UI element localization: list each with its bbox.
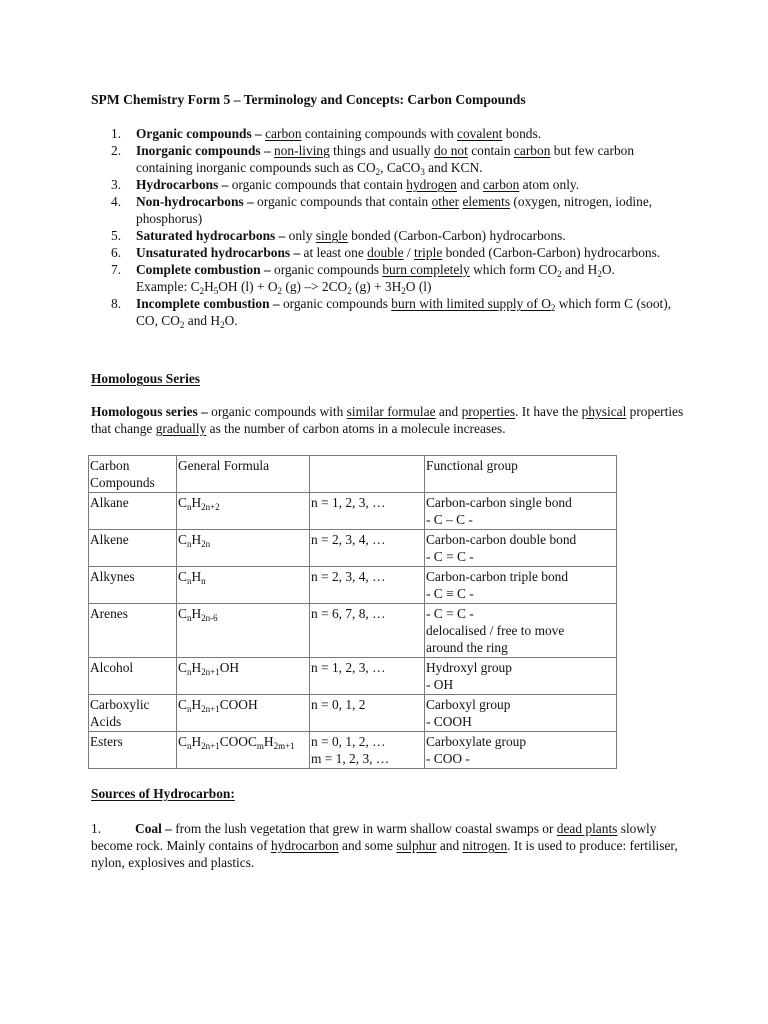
document-title: SPM Chemistry Form 5 – Terminology and Concepts: Carbon Compounds <box>91 92 526 107</box>
general-formula: $C_nH_{2n-6}$ <box>177 604 310 658</box>
functional-group: Carboxyl group - COOH <box>425 695 617 732</box>
definitions-list <box>91 125 691 329</box>
functional-group: Carbon-carbon single bond - C – C - <box>425 493 617 530</box>
list-item: 1. Organic compounds – carbon containing compounds with covalent bonds. <box>111 126 542 141</box>
list-item: 4. Non-hydrocarbons – organic compounds that contain other elements (oxygen, nitrogen, iodine, phosphorus) <box>111 194 653 226</box>
sources-paragraph: 1. Coal – from the lush vegetation that grew in warm shallow coastal swamps or dead plants slowly become rock. Mainly contains of hydrocarbon and some sulphur and nitrogen. It is used to produce: fertiliser, nylon, explosives and plastics. <box>91 821 678 870</box>
sources-heading: Sources of Hydrocarbon: <box>91 786 235 801</box>
functional-group: Carbon-carbon triple bond - C ≡ C - <box>425 567 617 604</box>
homologous-paragraph: Homologous series – organic compounds with similar formulae and properties. It have the physical properties that change gradually as the number of carbon atoms in a molecule increases. <box>91 404 684 436</box>
compound-name: Alkene <box>89 530 177 567</box>
compound-name: Alkane <box>89 493 177 530</box>
functional-group: Carboxylate group - COO - <box>425 732 617 769</box>
list-item: 7. Complete combustion – organic compounds burn completely which form $CO_2$ and $H_2O$. Example: $C_2H_5OH$ $(l) + O_2$ $(g) -> 2CO_2$ $(g) + 3H_2O$ (l) <box>111 262 615 296</box>
table-header-cell <box>310 456 425 493</box>
table-header-cell: Functional group <box>425 456 617 493</box>
n-values: n = 2, 3, 4, … <box>310 567 425 604</box>
list-item: 2. Inorganic compounds – non-living things and usually do not contain carbon but few carbon containing inorganic compounds such as $CO_2$, CaCO$_3$ and KCN. <box>111 143 635 177</box>
n-values: n = 1, 2, 3, … <box>310 493 425 530</box>
compound-name: Esters <box>89 732 177 769</box>
table-row <box>89 732 617 769</box>
n-values: n = 1, 2, 3, … <box>310 658 425 695</box>
functional-group: Carbon-carbon double bond - C = C - <box>425 530 617 567</box>
table-header-cell: General Formula <box>177 456 310 493</box>
general-formula: $C_nH_{2n+1}COOH$ <box>177 695 310 732</box>
list-item: 5. Saturated hydrocarbons – only single bonded (Carbon-Carbon) hydrocarbons. <box>111 228 566 243</box>
compound-name: Carboxylic Acids <box>89 695 177 732</box>
table-row <box>89 604 617 658</box>
general-formula: $C_nH_{2n+1}COOC_mH_{2m+1}$ <box>177 732 310 769</box>
table-row <box>89 530 617 567</box>
compound-name: Alkynes <box>89 567 177 604</box>
general-formula: $C_nH_n$ <box>177 567 310 604</box>
list-item: 8. Incomplete combustion – organic compounds burn with limited supply of $O_2$ which form C (soot), CO, $CO_2$ and $H_2O$. <box>111 296 672 330</box>
general-formula: $C_nH_{2n}$ <box>177 530 310 567</box>
homologous-heading: Homologous Series <box>91 371 200 386</box>
functional-group: - C = C - delocalised / free to move around the ring <box>425 604 617 658</box>
n-values: n = 6, 7, 8, … <box>310 604 425 658</box>
table-row <box>89 658 617 695</box>
n-values: n = 0, 1, 2, … m = 1, 2, 3, … <box>310 732 425 769</box>
functional-group: Hydroxyl group - OH <box>425 658 617 695</box>
general-formula: $C_nH_{2n+1}OH$ <box>177 658 310 695</box>
list-item: 6. Unsaturated hydrocarbons – at least one double / triple bonded (Carbon-Carbon) hydrocarbons. <box>111 245 661 260</box>
table-row <box>89 695 617 732</box>
compound-name: Arenes <box>89 604 177 658</box>
general-formula: $C_nH_{2n+2}$ <box>177 493 310 530</box>
list-item: 3. Hydrocarbons – organic compounds that contain hydrogen and carbon atom only. <box>111 177 580 192</box>
table-header-row <box>89 456 617 493</box>
compound-name: Alcohol <box>89 658 177 695</box>
table-header-cell: Carbon Compounds <box>89 456 177 493</box>
n-values: n = 2, 3, 4, … <box>310 530 425 567</box>
homologous-series-table <box>88 455 617 769</box>
table-row <box>89 493 617 530</box>
table-row <box>89 567 617 604</box>
n-values: n = 0, 1, 2 <box>310 695 425 732</box>
